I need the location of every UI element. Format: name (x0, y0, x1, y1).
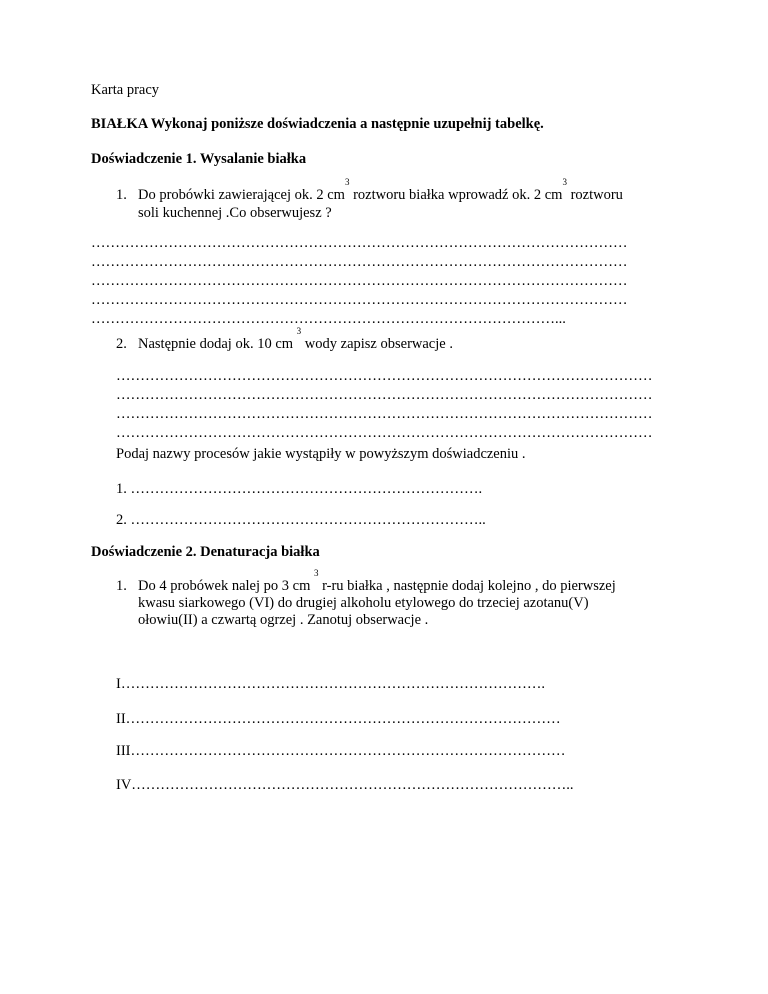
answer-line[interactable]: ………………………………………………………………………………………………… (91, 273, 628, 289)
page-title: BIAŁKA Wykonaj poniższe doświadczenia a następnie uzupełnij tabelkę. (91, 116, 544, 132)
answer-line-iii[interactable]: III……………………………………………………………………………… (116, 743, 566, 759)
answer-line[interactable]: ………………………………………………………………………………………………… (116, 425, 653, 441)
answer-line[interactable]: ………………………………………………………………………………………………… (116, 406, 653, 422)
exp1-item2-number: 2. (116, 336, 127, 352)
answer-line[interactable]: ………………………………………………………………………………………………… (116, 387, 653, 403)
answer-line[interactable]: ………………………………………………………………………………………………… (91, 292, 628, 308)
answer-line[interactable]: ………………………………………………………………………………………………… (91, 235, 628, 251)
exp1-item2-text: Następnie dodaj ok. 10 cm $^3$ wody zapisz obserwacje . (138, 326, 453, 352)
answer-line[interactable]: ……………………………………………………………………………………... (91, 311, 566, 327)
exp2-item1-line1: Do 4 probówek nalej po 3 cm $^3$ r-ru białka , następnie dodaj kolejno , do pierwszej (138, 568, 616, 594)
worksheet-label: Karta pracy (91, 82, 160, 98)
answer-line-ii[interactable]: II……………………………………………………………………………… (116, 711, 561, 727)
processes-prompt: Podaj nazwy procesów jakie wystąpiły w powyższym doświadczeniu . (116, 446, 526, 462)
process-answer-line[interactable]: 1. ………………………………………………………………. (116, 481, 483, 497)
exp2-heading: Doświadczenie 2. Denaturacja białka (91, 544, 320, 560)
exp1-item1-number: 1. (116, 187, 127, 203)
exp2-item1-number: 1. (116, 578, 127, 594)
answer-line[interactable]: ………………………………………………………………………………………………… (91, 254, 628, 270)
exp1-item1-line1: Do probówki zawierającej ok. 2 $cm^3$ roztworu białka wprowadź ok. 2 $cm^3$ roztworu (138, 177, 623, 203)
answer-line-i[interactable]: I……………………………………………………………………………. (116, 676, 545, 692)
answer-line-iv[interactable]: IV……………………………………………………………………………….. (116, 777, 574, 793)
answer-line[interactable]: ………………………………………………………………………………………………… (116, 368, 653, 384)
exp1-item1-line2: soli kuchennej .Co obserwujesz ? (138, 205, 332, 221)
exp1-heading: Doświadczenie 1. Wysalanie białka (91, 151, 307, 167)
exp2-item1-line2: kwasu siarkowego (VI) do drugiej alkoholu etylowego do trzeciej azotanu(V) (138, 595, 589, 611)
process-answer-line[interactable]: 2. ……………………………………………………………….. (116, 512, 486, 528)
exp2-item1-line3: ołowiu(II) a czwartą ogrzej . Zanotuj obserwacje . (138, 612, 429, 628)
